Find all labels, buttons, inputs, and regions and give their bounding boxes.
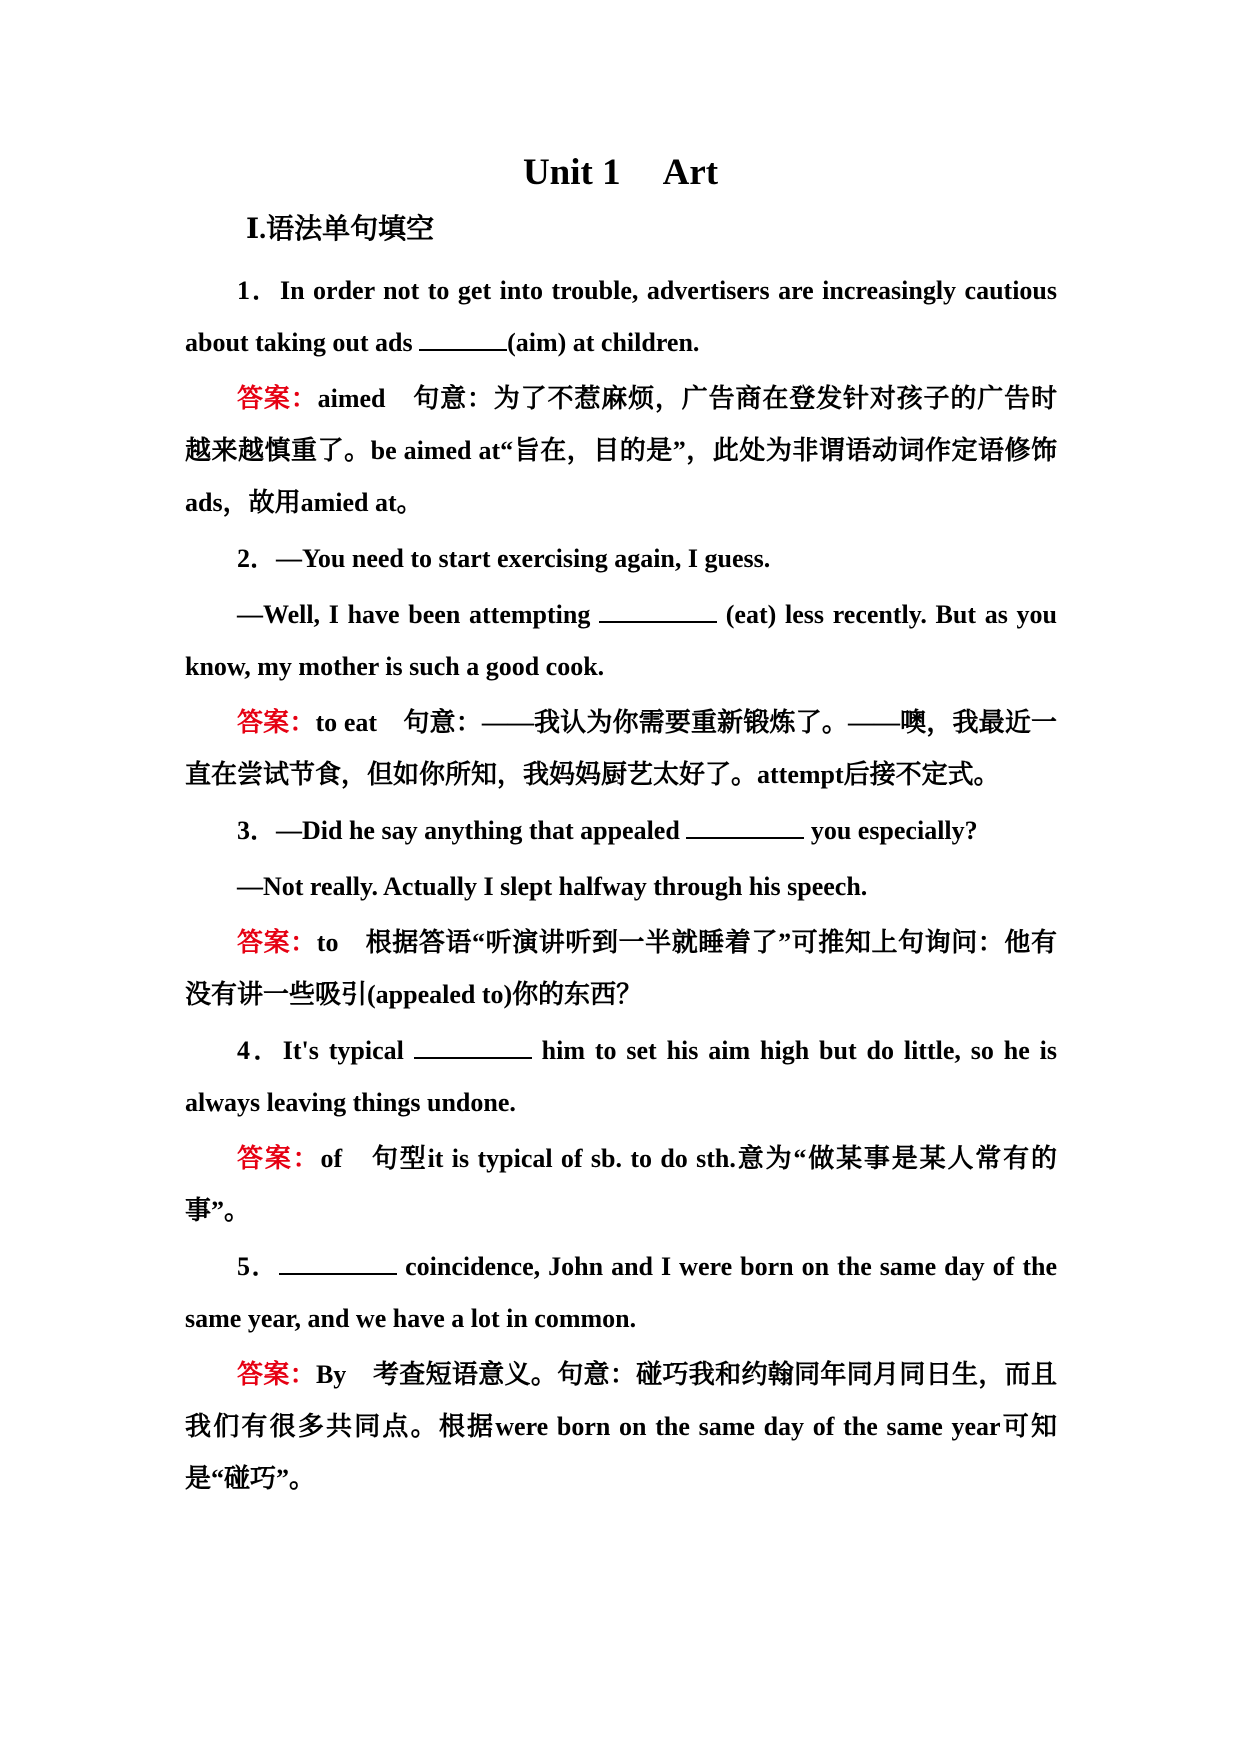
exercise-list <box>185 265 1057 1509</box>
answer-label: 答案： <box>237 384 318 413</box>
page-title <box>0 148 1241 198</box>
answer-explanation: 句意：为了不惹麻烦，广告商在登发针对孩子的广告时越来越慎重了。be aimed at“旨在，目的是”，此处为非谓语动词作定语修饰ads，故用amied at。 <box>185 384 1057 517</box>
answer-word: to eat <box>315 708 378 737</box>
question-3-line-1: 3．—Did he say anything that appealed you especially? <box>237 816 978 845</box>
answer-4 <box>185 1133 1057 1237</box>
section-heading: Ⅰ.语法单句填空 <box>246 214 435 245</box>
answer-label: 答案： <box>237 1360 316 1389</box>
answer-blank <box>279 1251 397 1275</box>
answer-explanation: 考查短语意义。句意：碰巧我和约翰同年同月同日生，而且我们有很多共同点。根据were born on the same day of the same year可知是“碰巧”。 <box>185 1360 1057 1493</box>
answer-blank <box>414 1035 532 1059</box>
question-5: 5． coincidence, John and I were born on the same day of the same year, and we have a lot in common. <box>185 1252 1057 1333</box>
question-4: 4．It's typical him to set his aim high but do little, so he is always leaving things undone. <box>185 1036 1057 1117</box>
answer-explanation: 句型it is typical of sb. to do sth.意为“做某事是某人常有的事”。 <box>185 1144 1057 1225</box>
answer-word: By <box>315 1360 347 1389</box>
answer-word: to <box>316 928 339 957</box>
answer-label: 答案： <box>237 1144 321 1173</box>
question-3-line-2: —Not really. Actually I slept halfway through his speech. <box>237 872 868 901</box>
answer-2 <box>185 697 1057 801</box>
question-2-line-1: 2．—You need to start exercising again, I guess. <box>237 544 771 573</box>
answer-explanation: 句意：——我认为你需要重新锻炼了。——噢，我最近一直在尝试节食，但如你所知，我妈妈厨艺太好了。attempt后接不定式。 <box>185 708 1057 789</box>
question-2-line-2: —Well, I have been attempting (eat) less recently. But as you know, my mother is such a good cook. <box>185 600 1057 681</box>
answer-explanation: 根据答语“听演讲听到一半就睡着了”可推知上句询问：他有没有讲一些吸引(appealed to)你的东西？ <box>185 928 1057 1009</box>
answer-label: 答案： <box>237 708 316 737</box>
answer-blank <box>686 815 804 839</box>
answer-word: of <box>320 1144 343 1173</box>
question-1: 1．In order not to get into trouble, advertisers are increasingly cautious about taking out ads (aim) at children. <box>185 276 1057 357</box>
answer-blank <box>419 327 507 351</box>
answer-word: aimed <box>317 384 386 413</box>
answer-5 <box>185 1349 1057 1505</box>
answer-3 <box>185 917 1057 1021</box>
answer-label: 答案： <box>237 928 317 957</box>
unit-number: Unit 1 <box>522 152 621 193</box>
answer-blank <box>599 599 717 623</box>
unit-name: Art <box>662 152 719 193</box>
answer-1 <box>185 373 1057 529</box>
